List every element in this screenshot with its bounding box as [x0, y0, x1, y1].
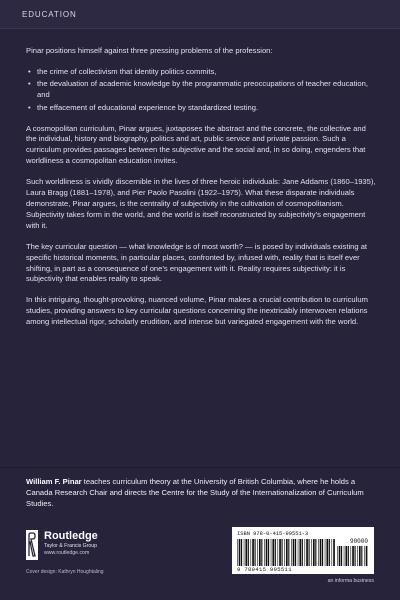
blurb: [26, 46, 378, 338]
informa-tagline: an informa business: [327, 578, 374, 584]
problem-item: • the devaluation of academic knowledge by the programmatic preoccupations of teacher education, and: [26, 79, 378, 101]
divider: [0, 467, 400, 468]
publisher-url: www.routledge.com: [44, 550, 90, 556]
blurb-paragraph: Such worldliness is vividly discernible in the lives of three heroic individuals: Jane Addams (1860–1935), Laura Bragg (1881–1978), and Pier Paolo Pasolini (1922–1975). What these disparate individuals demonstrate, Pinar argues, is the centrality of subjectivity in the cultivation of cosmopolitanism. Subjectivity takes form in the world, and the world is itself reconstructed by subjectivity’s engagement with it.: [26, 177, 376, 230]
category-header: [0, 0, 400, 29]
author-bio: [26, 477, 378, 510]
blurb-paragraph: The key curricular question — what knowledge is of most worth? — is posed by individuals existing at specific historical moments, in particular places, confronted by, infused with, reality that is itself ever shifting, in part as a consequence of one’s engagement with it. Reality requires subjectivity: it is subjectivity that enables reality to speak.: [26, 241, 368, 284]
blurb-paragraph: In this intriguing, thought-provoking, nuanced volume, Pinar makes a crucial contribution to curriculum studies, providing answers to key curricular questions concerning the inextricably interwoven relations among intellectual rigor, scholarly erudition, and intense but variegated engagement with the world.: [26, 295, 368, 327]
price-code: 90000: [349, 538, 368, 545]
problems-list: [26, 67, 378, 114]
intro-text: Pinar positions himself against three pressing problems of the profession:: [26, 46, 273, 55]
addon-barcode-bars: [337, 546, 369, 566]
category-label: EDUCATION: [22, 10, 77, 19]
publisher-subtitle: Taylor & Francis Group: [44, 543, 98, 549]
publisher-logo: [26, 530, 98, 560]
publisher-name: Routledge: [44, 530, 98, 542]
problem-item: • the crime of collectivism that identity politics commits,: [26, 67, 378, 78]
ean-barcode-bars: [237, 539, 335, 566]
ean-digits: 9 780415 995511: [237, 566, 292, 573]
isbn-text: ISBN 978-0-415-99551-3: [237, 531, 309, 537]
problem-item: • the effacement of educational experience by standardized testing.: [26, 103, 378, 114]
blurb-paragraph: A cosmopolitan curriculum, Pinar argues, juxtaposes the abstract and the concrete, the collective and the individual, history and biography, politics and art, public service and private passion. Such a curriculum provides passages between the subjective and the social and, in so doing, engenders that worldliness a cosmopolitan education invites.: [26, 123, 366, 166]
cover-design-credit: Cover design: Kathryn Houghtaling: [26, 569, 104, 575]
routledge-logo-icon: [26, 530, 38, 560]
barcode: [232, 527, 374, 574]
publisher-text: [44, 530, 98, 557]
author-name: William F. Pinar: [26, 477, 82, 486]
bio-text: teaches curriculum theory at the University of British Columbia, where he holds a Canada Research Chair and directs the Centre for the Study of the Internationalization of Curriculum Studies.: [26, 477, 364, 508]
